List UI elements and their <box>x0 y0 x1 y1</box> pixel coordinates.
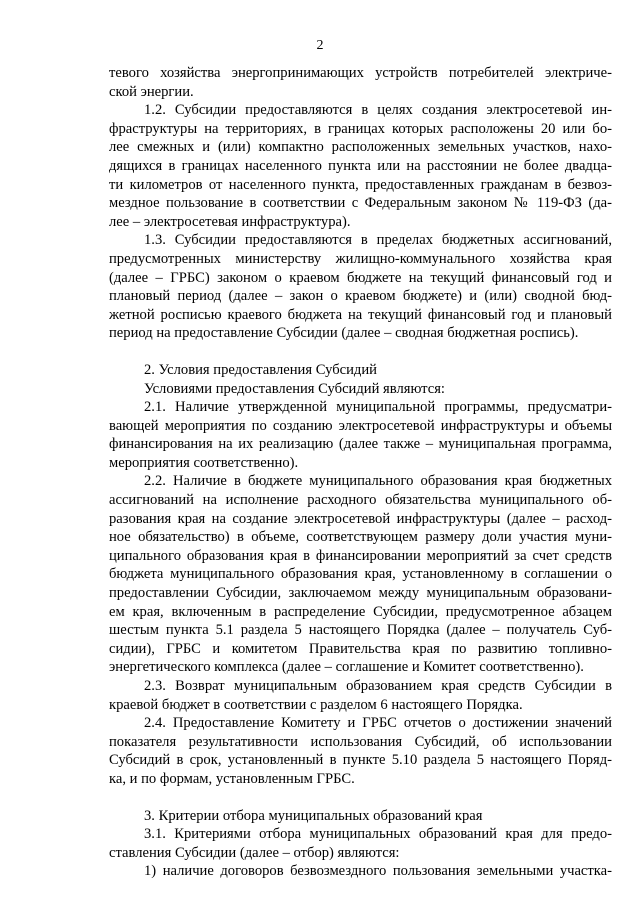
text-line: финансирования на их реализацию (далее также – муниципальная программа, <box>109 436 612 453</box>
text-line: ное обязательство) в объеме, соответствующем размеру доли участия муни- <box>109 529 612 546</box>
text-line: лее смежных и (или) компактно расположенных земельных участков, нахо- <box>109 139 612 156</box>
text-line: бюджета муниципального образования края, установленному в соглашении о <box>109 566 612 583</box>
text-line: предоставлении Субсидии, заключаемом между муниципальным образовани- <box>109 585 612 602</box>
page-number: 2 <box>316 38 324 53</box>
text-line: плановый период (далее – закон о краевом бюджете) и (или) сводной бюд- <box>109 288 612 305</box>
text-line: мероприятия соответственно). <box>109 454 299 471</box>
text-line: ти километров от населенного пункта, предоставленных гражданам в безвоз- <box>109 176 612 193</box>
text-line: 3.1. Критериями отбора муниципальных образований края для предо- <box>144 826 612 843</box>
text-line: Условиями предоставления Субсидий являются: <box>144 380 445 397</box>
text-line: 2.3. Возврат муниципальным образованием края средств Субсидии в <box>144 678 612 694</box>
text-line: ставления Субсидии (далее – отбор) являются: <box>109 844 400 861</box>
text-line: показателя результативности использования Субсидий, об использовании <box>109 733 612 750</box>
text-line: (далее – ГРБС) законом о краевом бюджете на текущий финансовый год и <box>109 269 612 286</box>
paragraph-gap <box>109 789 612 807</box>
text-line: 1.2. Субсидии предоставляются в целях создания электросетевой ин- <box>144 102 612 119</box>
text-line: ка, и по формам, установленным ГРБС. <box>109 770 355 787</box>
text-line: тевого хозяйства энергопринимающих устройств потребителей электриче- <box>109 65 612 81</box>
text-line: краевой бюджет в соответствии с разделом 6 настоящего Порядка. <box>109 696 523 713</box>
text-line: 1) наличие договоров безвозмездного пользования земельными участка- <box>144 863 612 880</box>
text-line: 2.2. Наличие в бюджете муниципального образования края бюджетных <box>144 473 612 490</box>
text-line: дящихся в границах населенного пункта или на расстоянии не более двадца- <box>109 157 612 174</box>
text-line: фраструктуры на территориях, в границах которых расположены 20 или бо- <box>109 120 612 137</box>
text-line: мездное пользование в соответствии с Федеральным законом № 119-ФЗ (да- <box>109 195 612 212</box>
text-line: энергетического комплекса (далее – соглашение и Комитет соответственно). <box>109 659 584 676</box>
text-line: 2.4. Предоставление Комитету и ГРБС отчетов о достижении значений <box>144 715 612 732</box>
document-body <box>109 64 612 881</box>
paragraph-gap <box>109 343 612 361</box>
text-line: 2. Условия предоставления Субсидий <box>144 361 377 378</box>
text-line: ассигнований на исполнение расходного обязательства муниципального об- <box>109 492 612 509</box>
text-line: лее – электросетевая инфраструктура). <box>109 213 351 230</box>
text-line: период на предоставление Субсидии (далее – сводная бюджетная роспись). <box>109 325 579 342</box>
text-line: ской энергии. <box>109 83 194 100</box>
text-line: 1.3. Субсидии предоставляются в пределах бюджетных ассигнований, <box>144 232 612 249</box>
text-line: 2.1. Наличие утвержденной муниципальной программы, предусматри- <box>144 399 612 416</box>
text-line: вающей мероприятия по созданию электросетевой инфраструктуры и объемы <box>109 417 612 434</box>
text-line: сидии), ГРБС и комитетом Правительства края по развитию топливно- <box>109 640 612 657</box>
text-line: шестым пункта 5.1 раздела 5 настоящего Порядка (далее – получатель Суб- <box>109 622 612 639</box>
text-line: разования края на создание электросетевой инфраструктуры (далее – расход- <box>109 510 612 527</box>
text-line: жетной росписью краевого бюджета на текущий финансовый год и плановый <box>109 306 612 323</box>
text-line: предусмотренных министерству жилищно-коммунального хозяйства края <box>109 250 612 267</box>
text-line: ципального образования края в финансировании мероприятий за счет средств <box>109 547 612 564</box>
text-line: 3. Критерии отбора муниципальных образований края <box>144 807 483 824</box>
text-line: ем края, включенным в распределение Субсидии, предусмотренное абзацем <box>109 603 612 620</box>
text-line: Субсидий в срок, установленный в пункте 5.10 раздела 5 настоящего Поряд- <box>109 752 612 769</box>
